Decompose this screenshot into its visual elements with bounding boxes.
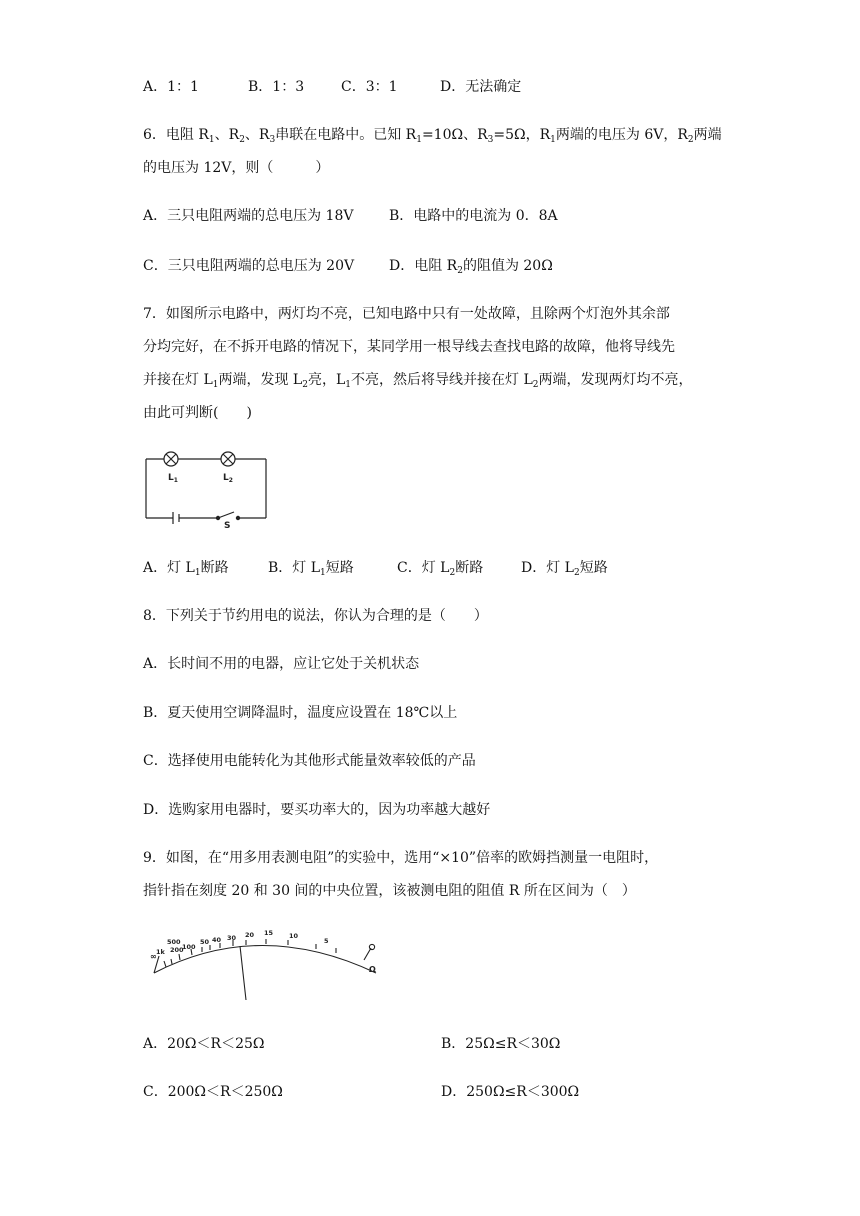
- scale-label-5: 5: [324, 937, 329, 945]
- q7-option-b: B．灯 $L_1$短路: [268, 560, 354, 578]
- switch-icon: [218, 512, 234, 518]
- scale-label-500: 500: [167, 938, 181, 946]
- scale-label-15: 15: [264, 929, 274, 937]
- q9-option-c: C．200Ω＜R＜250Ω: [143, 1084, 283, 1100]
- q7-option-c: C．灯 $L_2$断路: [397, 560, 484, 578]
- q5-option-a: A．1：1: [143, 79, 199, 95]
- q8-option-a: A．长时间不用的电器，应让它处于关机状态: [143, 656, 420, 672]
- q6-stem-line2: 的电压为 12V，则（ ）: [143, 160, 330, 176]
- lamp-l1-label: $L_1$: [168, 473, 178, 484]
- q7-stem-line4: 由此可判断( ): [143, 405, 252, 421]
- q7-option-a: A．灯 $L_1$断路: [143, 560, 229, 578]
- q6-option-c: C．三只电阻两端的总电压为 20V: [143, 258, 355, 274]
- q7-stem-line3: 并接在灯 $L_1$两端，发现 $L_2$亮，$L_1$不亮，然后将导线并接在灯 $L_2$两端，发现两灯均不亮，: [143, 372, 693, 390]
- needle: [240, 946, 246, 1000]
- q7-circuit-diagram: [140, 448, 275, 528]
- q8-option-b: B．夏天使用空调降温时，温度应设置在 18℃以上: [143, 705, 458, 721]
- scale-label-20: 20: [245, 931, 255, 939]
- q6-option-a: A．三只电阻两端的总电压为 18V: [143, 208, 354, 224]
- scale-label-1k: 1k: [156, 948, 165, 956]
- q9-option-a: A．20Ω＜R＜25Ω: [143, 1036, 265, 1052]
- q5-option-b: B．1：3: [248, 79, 305, 95]
- scale-label-40: 40: [212, 936, 222, 944]
- zero-adjust-line: [364, 948, 371, 960]
- q9-stem-line1: 9．如图，在“用多用表测电阻”的实验中，选用“×10”倍率的欧姆挡测量一电阻时，: [143, 850, 659, 866]
- q8-option-c: C．选择使用电能转化为其他形式能量效率较低的产品: [143, 753, 476, 769]
- q5-option-c: C．3：1: [341, 79, 398, 95]
- q9-ohmmeter-scale: [140, 920, 390, 1005]
- scale-label-200: 200: [170, 946, 184, 954]
- q8-option-d: D．选购家用电器时，要买功率大的，因为功率越大越好: [143, 802, 491, 818]
- scale-label-inf: ∞: [150, 952, 157, 961]
- q6-option-d: D．电阻 $R_2$的阻值为 20Ω: [389, 258, 553, 276]
- q9-option-b: B．25Ω≤R＜30Ω: [441, 1036, 561, 1052]
- scale-unit-label: Ω: [369, 965, 376, 974]
- scale-label-10: 10: [289, 932, 299, 940]
- lamp-l2-label: $L_2$: [223, 473, 233, 484]
- zero-adjust-knob: [369, 944, 374, 949]
- battery-icon: [173, 512, 179, 524]
- q5-option-d: D．无法确定: [440, 79, 522, 95]
- q9-option-d: D．250Ω≤R＜300Ω: [441, 1084, 580, 1100]
- scale-label-100: 100: [182, 943, 196, 951]
- q9-stem-line2: 指针指在刻度 20 和 30 间的中央位置，该被测电阻的阻值 R 所在区间为（ ）: [143, 883, 636, 899]
- q6-stem-line1: 6．电阻 $R_1$、$R_2$、$R_3$串联在电路中。已知 $R_1=10\Omega$、$R_3=5\Omega$，$R_1$两端的电压为 6V，$R_2$两端: [143, 127, 722, 145]
- scale-label-50: 50: [200, 938, 210, 946]
- switch-label: S: [224, 521, 231, 528]
- q6-option-b: B．电路中的电流为 0．8A: [389, 208, 558, 224]
- q7-option-d: D．灯 $L_2$短路: [521, 560, 608, 578]
- q7-stem-line1: 7．如图所示电路中，两灯均不亮，已知电路中只有一处故障，且除两个灯泡外其余部: [143, 306, 670, 322]
- q7-stem-line2: 分均完好，在不拆开电路的情况下，某同学用一根导线去查找电路的故障，他将导线先: [143, 339, 675, 355]
- scale-label-30: 30: [227, 934, 237, 942]
- q8-stem: 8．下列关于节约用电的说法，你认为合理的是（ ）: [143, 608, 488, 624]
